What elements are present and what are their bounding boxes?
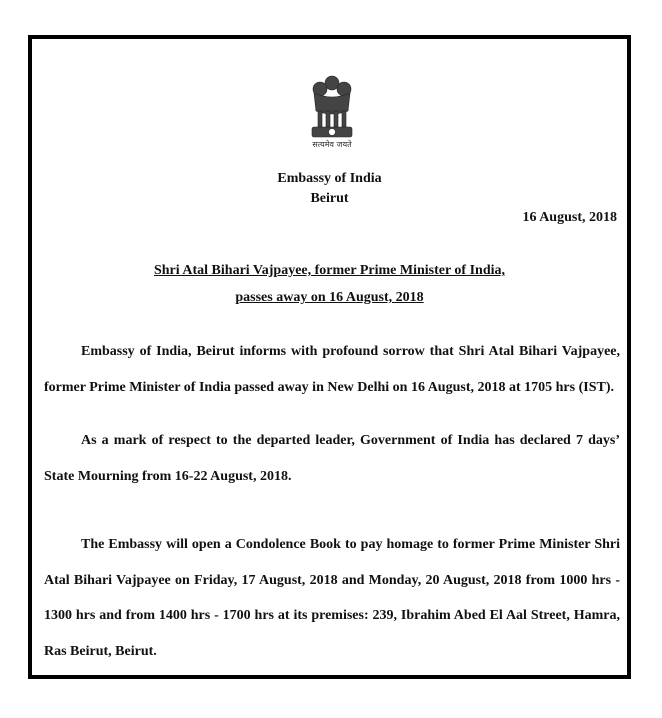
press-release [32,39,627,675]
subject-line-1: Shri Atal Bihari Vajpayee, former Prime Minister of India, [153,263,505,278]
emblem-motto: सत्यमेव जयते [312,140,352,149]
document-date: 16 August, 2018 [522,210,617,225]
subject-line-2: passes away on 16 August, 2018 [235,290,424,305]
organization-name: Embassy of India [277,171,382,186]
paragraph-announcement: Embassy of India, Beirut informs with profound sorrow that Shri Atal Bihari Vajpayee, former Prime Minister of India passed away in New Delhi on 16 August, 2018 at 1705 hrs (IST). [44,344,620,395]
document-frame [28,35,631,679]
paragraph-state-mourning: As a mark of respect to the departed leader, Government of India has declared 7 days’ State Mourning from 16-22 August, 2018. [44,433,620,484]
paragraph-condolence-book: The Embassy will open a Condolence Book to pay homage to former Prime Minister Shri Atal Bihari Vajpayee on Friday, 17 August, 2018 and Monday, 20 August, 2018 from 1000 hrs - 1300 hrs and from 1400 hrs - 1700 hrs at its premises: 239, Ibrahim Abed El Aal Street, Hamra, Ras Beirut, Beirut. [44,537,620,659]
city-name: Beirut [310,191,349,206]
